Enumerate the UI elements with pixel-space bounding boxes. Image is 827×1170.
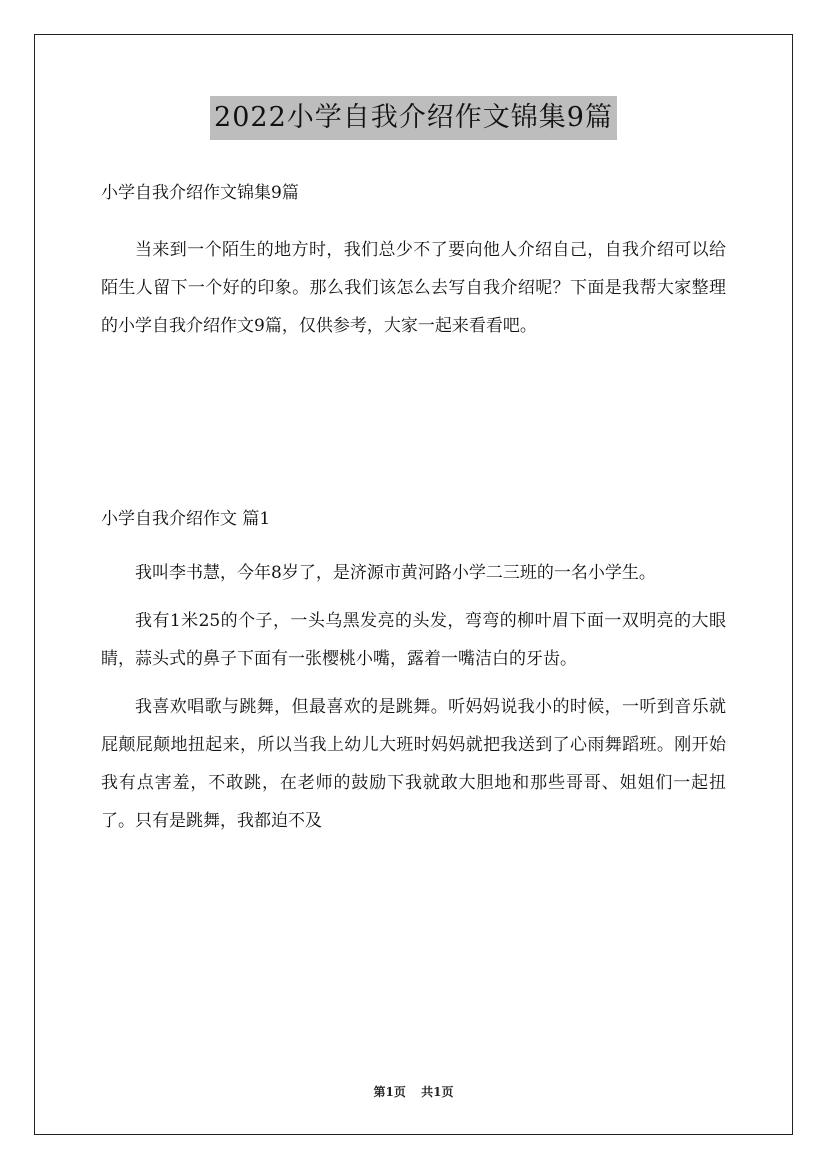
- page-total: 共1页: [421, 1085, 454, 1099]
- body-paragraph-2: 我有1米25的个子，一头乌黑发亮的头发，弯弯的柳叶眉下面一双明亮的大眼睛，蒜头式的鼻子下面有一张樱桃小嘴，露着一嘴洁白的牙齿。: [101, 611, 726, 669]
- document-title: 2022小学自我介绍作文锦集9篇: [210, 96, 617, 140]
- page-number: 第1页: [373, 1085, 406, 1099]
- document-subtitle: 小学自我介绍作文锦集9篇: [101, 183, 299, 203]
- section-body: [101, 554, 726, 850]
- body-paragraph-1: 我叫李书慧，今年8岁了，是济源市黄河路小学二三班的一名小学生。: [135, 563, 656, 583]
- page-footer: [0, 1083, 827, 1100]
- section-heading: 小学自我介绍作文 篇1: [101, 509, 271, 529]
- body-paragraph-3: 我喜欢唱歌与跳舞，但最喜欢的是跳舞。听妈妈说我小的时候，一听到音乐就屁颠屁颠地扭起来，所以当我上幼儿大班时妈妈就把我送到了心雨舞蹈班。刚开始我有点害羞，不敢跳，在老师的鼓励下我就敢大胆地和那些哥哥、姐姐们一起扭了。只有是跳舞，我都迫不及: [101, 697, 726, 831]
- intro-paragraph-block: [101, 231, 726, 345]
- intro-paragraph: 当来到一个陌生的地方时，我们总少不了要向他人介绍自己，自我介绍可以给陌生人留下一个好的印象。那么我们该怎么去写自我介绍呢？下面是我帮大家整理的小学自我介绍作文9篇，仅供参考，大家一起来看看吧。: [101, 240, 726, 336]
- title-container: [0, 96, 827, 140]
